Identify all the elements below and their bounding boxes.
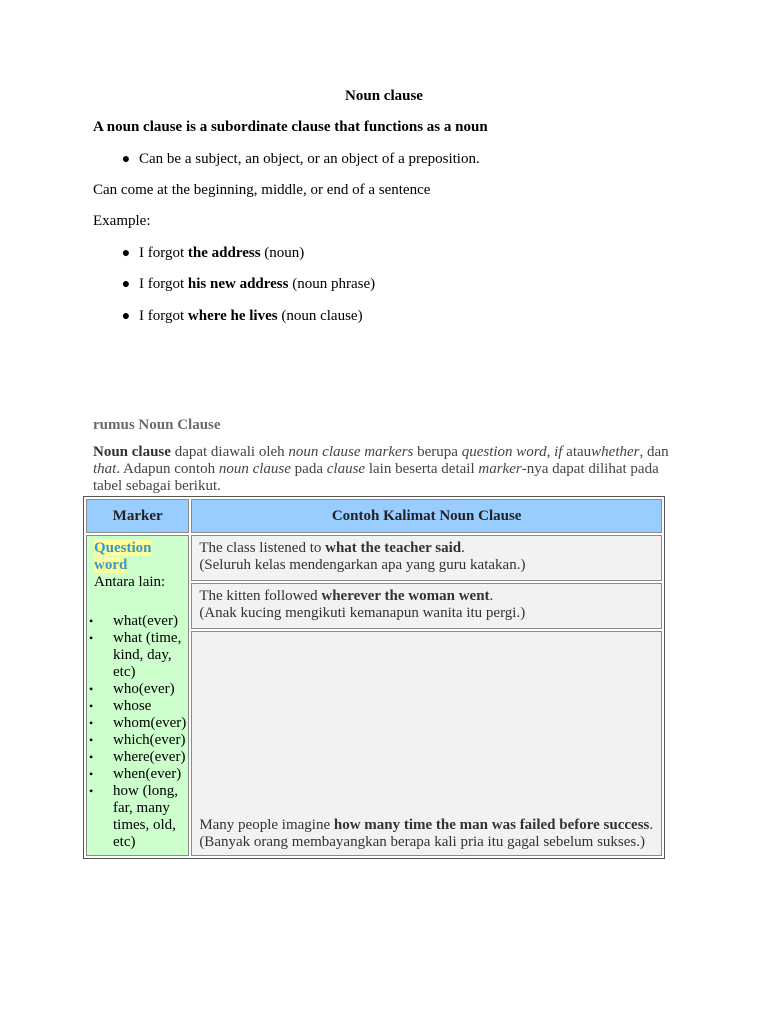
definition-text: A noun clause is a subordinate clause that functions as a noun — [93, 119, 488, 135]
example-row: Many people imagine how many time the man was failed before success. (Banyak orang membayangkan berapa kali pria itu gagal sebelum sukses.) — [191, 631, 662, 856]
translation: (Banyak orang membayangkan berapa kali pria itu gagal sebelum sukses.) — [199, 834, 645, 850]
list-item: • how (long, far, many times, old, etc) — [113, 783, 186, 851]
header-marker: Marker — [86, 499, 189, 533]
list-item: • who(ever) — [113, 681, 186, 698]
bullet-marker: ● — [121, 246, 131, 261]
marker-cell — [86, 535, 189, 856]
example-row: The class listened to what the teacher said. (Seluruh kelas mendengarkan apa yang guru katakan.) — [191, 535, 662, 581]
list-item: • what(ever) — [113, 613, 186, 630]
list-item: • where(ever) — [113, 749, 186, 766]
translation: (Seluruh kelas mendengarkan apa yang guru katakan.) — [199, 557, 526, 573]
bullet-text: Can be a subject, an object, or an object of a preposition. — [139, 151, 480, 167]
example-label: Example: — [93, 213, 151, 229]
list-item: • what (time, kind, day, etc) — [113, 630, 186, 681]
bullet-marker: ● — [121, 152, 131, 167]
marker-subtitle: Antara lain: — [94, 574, 166, 590]
position-note: Can come at the beginning, middle, or end of a sentence — [93, 182, 431, 198]
example-item: I forgot his new address (noun phrase) — [139, 276, 376, 292]
example-item: I forgot the address (noun) — [139, 245, 305, 261]
list-item: • when(ever) — [113, 766, 186, 783]
example-row: The kitten followed wherever the woman went. (Anak kucing mengikuti kemanapun wanita itu pergi.) — [191, 583, 662, 629]
marker-list — [88, 613, 186, 851]
bullet-marker: ● — [121, 309, 131, 324]
question-word-label: Question word — [94, 540, 152, 573]
list-item: • whom(ever) — [113, 715, 186, 732]
intro-paragraph: Noun clause dapat diawali oleh noun clause markers berupa question word, if atauwhether, dan that. Adapun contoh noun clause pada clause lain beserta detail marker-nya dapat dilihat pada tabel sebagai berikut. — [93, 444, 669, 494]
translation: (Anak kucing mengikuti kemanapun wanita itu pergi.) — [199, 605, 526, 621]
bullet-marker: ● — [121, 277, 131, 292]
example-item: I forgot where he lives (noun clause) — [139, 308, 363, 324]
marker-table — [83, 496, 665, 859]
header-example: Contoh Kalimat Noun Clause — [191, 499, 662, 533]
list-item: • which(ever) — [113, 732, 186, 749]
section-heading: rumus Noun Clause — [93, 417, 221, 433]
list-item: • whose — [113, 698, 186, 715]
page-title: Noun clause — [345, 88, 423, 104]
